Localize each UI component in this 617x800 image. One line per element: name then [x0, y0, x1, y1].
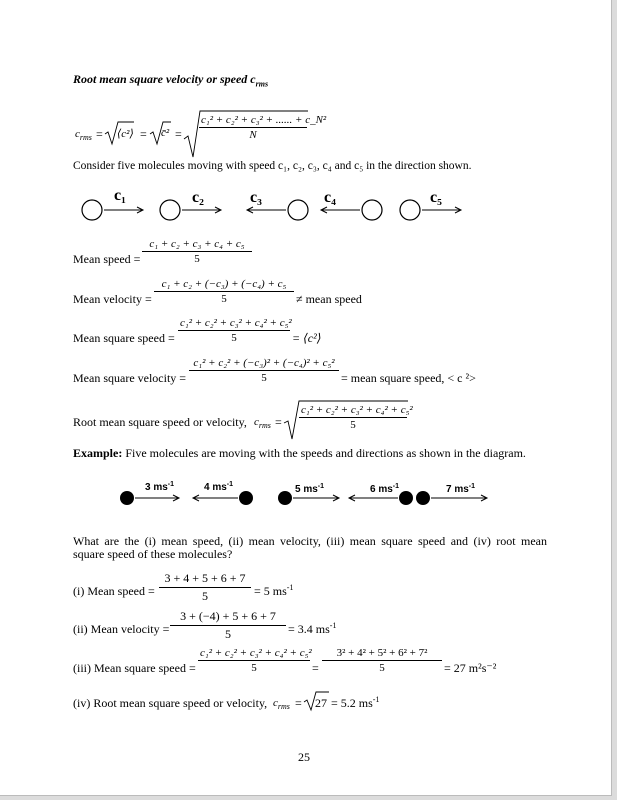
molecule-1	[82, 200, 143, 220]
intro-text: Consider five molecules moving with speed c₁, c₂, c₃, c₄ and c₅ in the direction shown.	[73, 160, 472, 172]
example-molecule-2	[193, 491, 253, 505]
mean-speed-fraction	[142, 238, 252, 265]
answer2-label: (ii) Mean velocity =	[73, 622, 170, 636]
molecule-2	[160, 200, 221, 220]
crms-cbar-sq: c̄²	[161, 127, 170, 139]
mean-velocity-fraction	[154, 278, 294, 305]
page-number: 25	[298, 750, 310, 764]
mean-square-speed-fraction	[178, 317, 290, 344]
answer1-fraction	[159, 571, 251, 604]
answer1-denominator: 5	[202, 589, 208, 603]
crms-lhs: $c_{rms}$	[75, 128, 92, 143]
answer1-numerator: 3 + 4 + 5 + 6 + 7	[159, 571, 251, 588]
answer3-eq: =	[312, 661, 319, 675]
mean-square-velocity-denominator: 5	[261, 372, 267, 384]
speed-label-5: 7 $ms^{-1}$	[446, 483, 476, 495]
mean-square-speed-denominator: 5	[231, 332, 237, 344]
answer2-fraction	[170, 609, 286, 642]
example-molecule-1	[120, 491, 179, 505]
mean-square-speed-tail: = ⟨c²⟩	[292, 331, 322, 345]
question-line-2: square speed of these molecules?	[73, 547, 233, 561]
answer4-root-value: 27	[315, 696, 327, 710]
crms-denominator: N	[249, 129, 257, 141]
crms-fraction	[199, 114, 327, 141]
crms-eq3: =	[175, 127, 182, 141]
answer3-fraction-2	[322, 647, 442, 674]
example-text: Example: Five molecules are moving with the speeds and directions as shown in the diagram.	[73, 446, 526, 460]
answer3-result: = 27 m²s⁻²	[444, 661, 497, 675]
question-line-1: What are the (i) mean speed, (ii) mean velocity, (iii) mean square speed and (iv) root mean	[73, 534, 547, 548]
mean-velocity-numerator: c₁ + c₂ + (−c₃) + (−c₄) + c₅	[154, 278, 294, 292]
mean-square-velocity-tail: = mean square speed, < c ²>	[341, 371, 476, 385]
answer4-lhs: $c_{rms}$	[273, 697, 290, 712]
answer2-denominator: 5	[225, 627, 231, 641]
crms-eq1: =	[96, 127, 103, 141]
rms-fraction	[299, 404, 413, 431]
molecule-diagram-1	[70, 182, 470, 224]
mean-square-velocity-label: Mean square velocity =	[73, 371, 187, 385]
crms-numerator: c₁² + c₂² + c₃² + ...... + c_N²	[201, 114, 327, 126]
answer3-label: (iii) Mean square speed =	[73, 661, 196, 675]
label-c5: c₅	[430, 189, 442, 206]
mean-speed-numerator: c₁ + c₂ + c₃ + c₄ + c₅	[142, 238, 252, 252]
answer3-denominator-1: 5	[251, 662, 257, 674]
speed-label-3: 5 $ms^{-1}$	[295, 483, 325, 495]
label-c4: c₄	[324, 189, 336, 206]
mean-velocity-tail: ≠ mean speed	[296, 292, 362, 306]
answer4-label: (iv) Root mean square speed or velocity,	[73, 696, 268, 710]
speed-label-2: 4 $ms^{-1}$	[204, 481, 234, 493]
speed-label-4: 6 $ms^{-1}$	[370, 483, 400, 495]
answer4-eq: =	[295, 696, 302, 710]
answer3-numerator-2: 3² + 4² + 5² + 6² + 7²	[322, 647, 442, 661]
rms-denominator: 5	[350, 419, 356, 431]
rms-numerator: c₁² + c₂² + c₃² + c₄² + c₅²	[301, 404, 413, 416]
mean-square-velocity-fraction	[189, 357, 339, 384]
answer2-result: = 3.4 $ms^{-1}$	[288, 621, 337, 636]
rms-lhs: $c_{rms}$	[254, 416, 271, 431]
answer3-denominator-2: 5	[379, 662, 385, 674]
answer1-result: = 5 $ms^{-1}$	[254, 583, 294, 598]
answer4-result: = 5.2 $ms^{-1}$	[331, 695, 380, 710]
label-c2: c₂	[192, 189, 204, 206]
mean-square-velocity-numerator: c₁² + c₂² + (−c₃)² + (−c₄)² + c₅²	[189, 357, 339, 371]
answer3-fraction-1	[198, 647, 310, 674]
rms-eq: =	[275, 415, 282, 429]
answer1-label: (i) Mean speed =	[73, 584, 155, 598]
label-c1: c₁	[114, 187, 126, 204]
answer3-numerator-1: c₁² + c₂² + c₃² + c₄² + c₅²	[200, 647, 312, 659]
crms-eq2: =	[140, 127, 147, 141]
answer2-numerator: 3 + (−4) + 5 + 6 + 7	[170, 609, 286, 626]
mean-speed-label: Mean speed =	[73, 252, 141, 266]
mean-velocity-denominator: 5	[221, 293, 227, 305]
section-heading: Root mean square velocity or speed $c_{rms}$	[73, 72, 269, 89]
molecule-diagram-2	[118, 476, 498, 510]
rms-label: Root mean square speed or velocity,	[73, 415, 247, 429]
mean-square-speed-numerator: c₁² + c₂² + c₃² + c₄² + c₅²	[180, 317, 292, 329]
speed-label-1: 3 $ms^{-1}$	[145, 481, 175, 493]
mean-speed-denominator: 5	[194, 253, 200, 265]
mean-square-speed-label: Mean square speed =	[73, 331, 175, 345]
crms-mean-csq: ⟨c²⟩	[117, 128, 134, 140]
mean-velocity-label: Mean velocity =	[73, 292, 152, 306]
label-c3: c₃	[250, 189, 262, 206]
